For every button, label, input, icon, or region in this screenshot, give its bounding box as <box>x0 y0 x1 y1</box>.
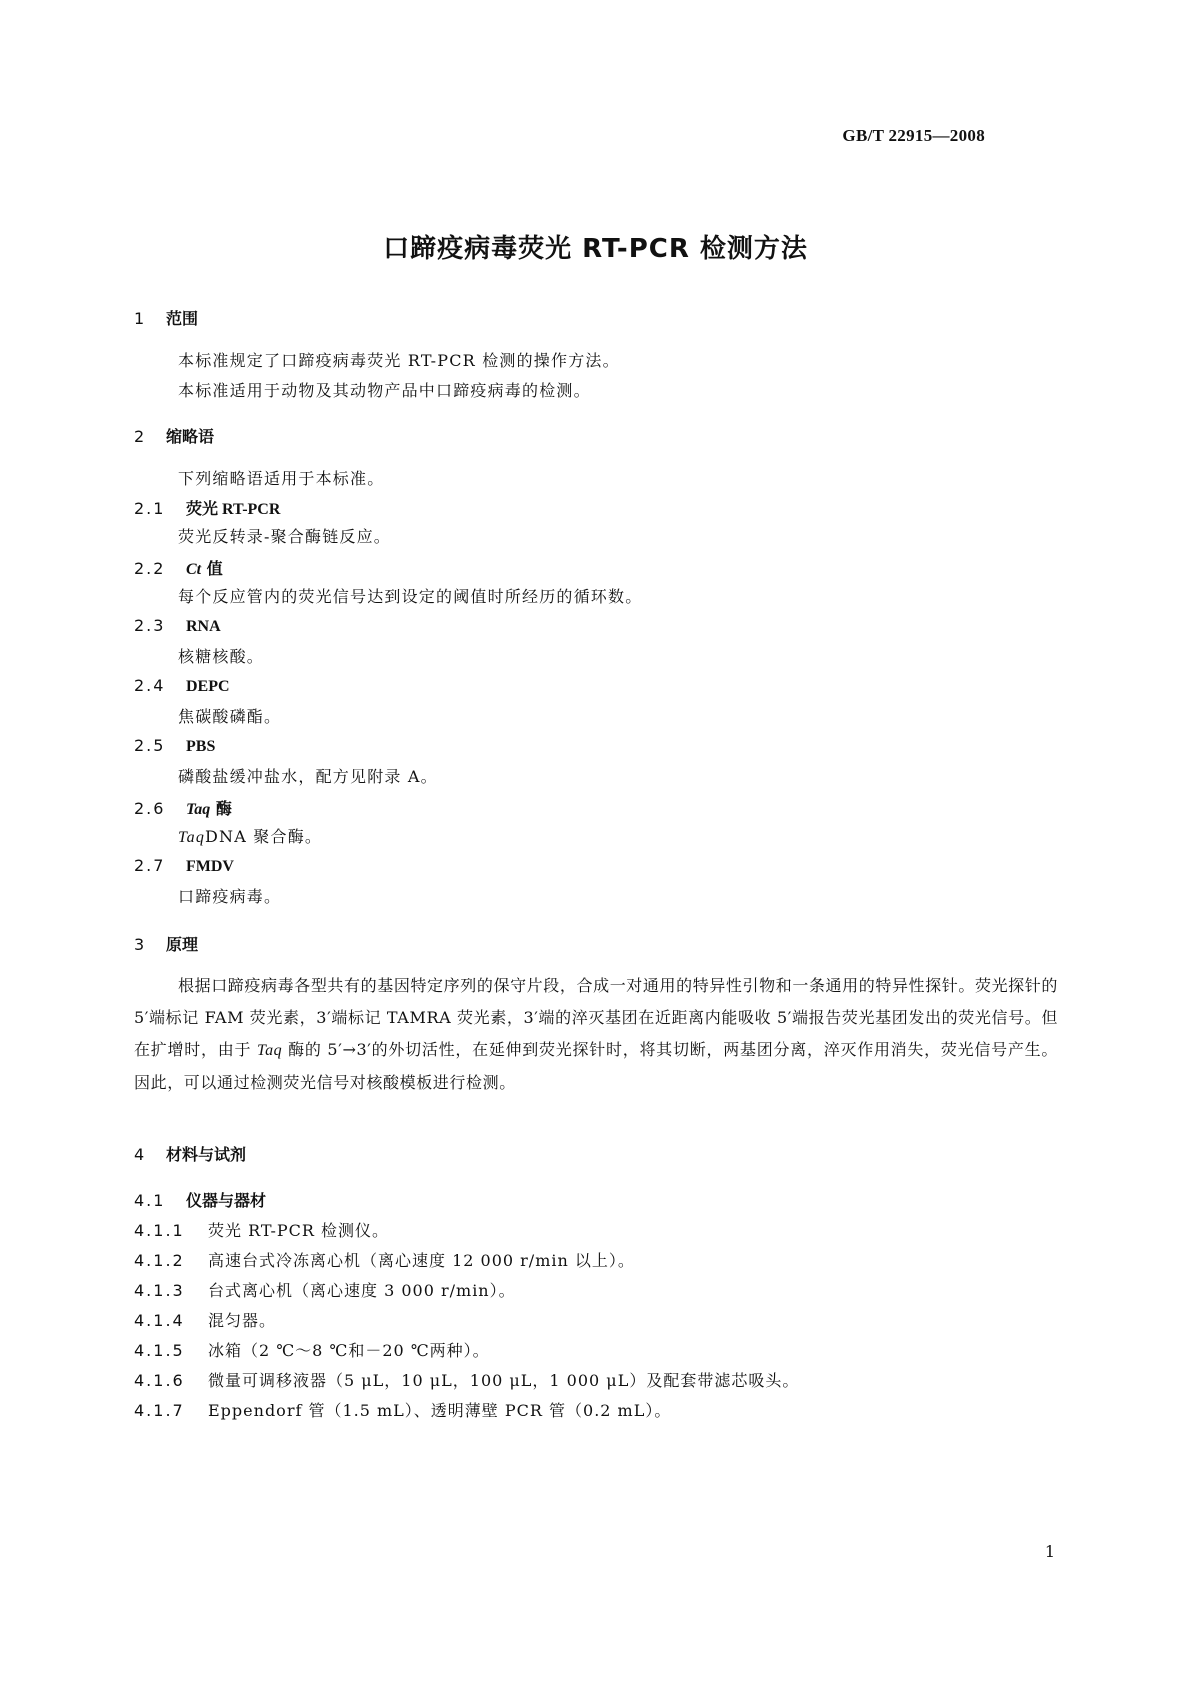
term-2-1-definition: 荧光反转录-聚合酶链反应。 <box>178 527 392 546</box>
document-title: 口蹄疫病毒荧光 RT-PCR 检测方法 <box>383 234 808 264</box>
term-2-5-heading: 2.5 PBS <box>134 736 216 755</box>
term-2-5-definition: 磷酸盐缓冲盐水，配方见附录 A。 <box>178 767 438 786</box>
term-2-3-heading: 2.3 RNA <box>134 616 221 635</box>
principle-paragraph: 根据口蹄疫病毒各型共有的基因特定序列的保守片段，合成一对通用的特异性引物和一条通用的特异性探针。荧光探针的 5′端标记 FAM 荧光素，3′端标记 TAMRA 荧光素，3′端的淬灭基团在近距离内能吸收 5′端报告荧光基团发出的荧光信号。但在扩增时，由于 Taq 酶的 5′→3′的外切活性，在延伸到荧光探针时，将其切断，两基团分离，淬灭作用消失，荧光信号产生。因此，可以通过检测荧光信号对核酸模板进行检测。 <box>134 976 1058 1092</box>
term-2-4-heading: 2.4 DEPC <box>134 676 230 695</box>
term-2-2-heading: 2.2 Ct 值 <box>134 559 223 578</box>
list-item: 4.1.3 台式离心机（离心速度 3 000 r/min）。 <box>134 1281 516 1300</box>
page-number: 1 <box>1044 1542 1055 1561</box>
term-2-6-heading: 2.6 Taq 酶 <box>134 799 232 818</box>
section-4-heading <box>134 1142 246 1165</box>
section-number: 1 <box>134 309 145 328</box>
section-title: 范围 <box>166 309 199 328</box>
term-2-7-definition: 口蹄疫病毒。 <box>178 887 282 906</box>
term-2-3-definition: 核糖核酸。 <box>178 647 265 666</box>
section-number: 2 <box>134 427 145 446</box>
section-title: 原理 <box>166 935 199 954</box>
abbreviations-intro: 下列缩略语适用于本标准。 <box>178 469 385 488</box>
section-1-heading <box>134 306 198 329</box>
term-2-7-heading: 2.7 FMDV <box>134 856 234 875</box>
list-item: 4.1.2 高速台式冷冻离心机（离心速度 12 000 r/min 以上）。 <box>134 1251 635 1270</box>
section-3-heading <box>134 932 198 955</box>
section-title: 缩略语 <box>166 427 215 446</box>
list-item: 4.1.4 混匀器。 <box>134 1311 277 1330</box>
scope-line-1: 本标准规定了口蹄疫病毒荧光 RT-PCR 检测的操作方法。 <box>178 351 620 370</box>
section-number: 4 <box>134 1145 145 1164</box>
section-2-heading <box>134 424 214 447</box>
term-2-2-definition: 每个反应管内的荧光信号达到设定的阈值时所经历的循环数。 <box>178 587 643 606</box>
scope-line-2: 本标准适用于动物及其动物产品中口蹄疫病毒的检测。 <box>178 381 591 400</box>
term-2-4-definition: 焦碳酸磷酯。 <box>178 707 282 726</box>
list-item: 4.1.1 荧光 RT-PCR 检测仪。 <box>134 1221 390 1240</box>
list-item: 4.1.5 冰箱（2 ℃～8 ℃和－20 ℃两种）。 <box>134 1341 490 1360</box>
subsection-4-1-heading: 4.1 仪器与器材 <box>134 1191 267 1210</box>
term-2-1-heading: 2.1 荧光 RT-PCR <box>134 499 281 518</box>
section-number: 3 <box>134 935 145 954</box>
section-title: 材料与试剂 <box>166 1145 247 1164</box>
list-item: 4.1.7 Eppendorf 管（1.5 mL）、透明薄壁 PCR 管（0.2 mL）。 <box>134 1401 672 1420</box>
term-2-6-definition: TaqDNA 聚合酶。 <box>178 827 323 846</box>
standard-number: GB/T 22915—2008 <box>842 126 985 145</box>
list-item: 4.1.6 微量可调移液器（5 μL，10 μL，100 μL，1 000 μL）及配套带滤芯吸头。 <box>134 1371 800 1390</box>
